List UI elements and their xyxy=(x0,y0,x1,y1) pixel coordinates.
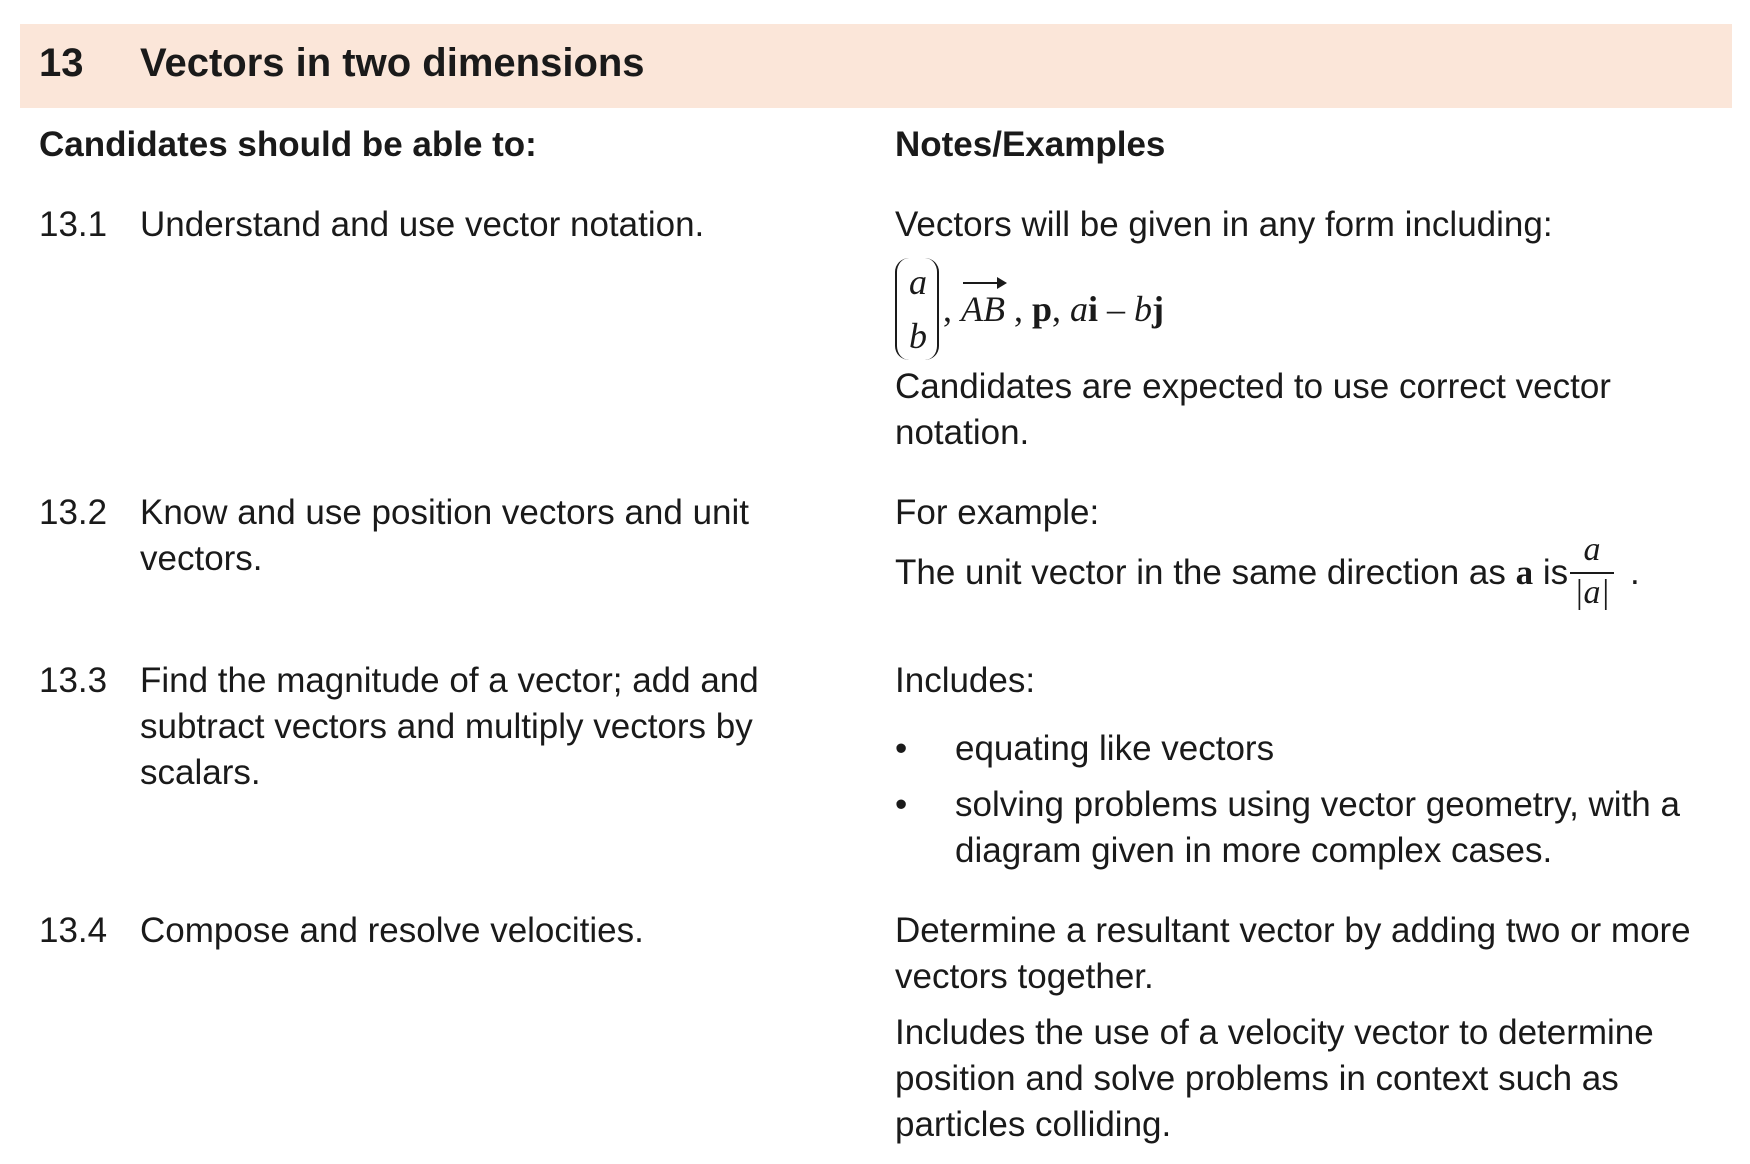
section-title: Vectors in two dimensions xyxy=(140,41,645,85)
bullet-item: solving problems using vector geometry, with a diagram given in more complex cases. xyxy=(955,785,1680,870)
separator: , xyxy=(943,289,961,329)
note-paragraph: Includes the use of a velocity vector to determine position and solve problems in context such as particles colliding. xyxy=(895,1013,1654,1144)
bold-i: i xyxy=(1088,289,1099,329)
bullet-icon: • xyxy=(895,729,908,768)
vector-ab-label: AB xyxy=(961,289,1005,329)
vector-forms-text xyxy=(943,286,1164,332)
right-column-heading: Notes/Examples xyxy=(895,125,1166,164)
sentence-prefix: The unit vector in the same direction as xyxy=(895,553,1516,592)
item-number: 13.3 xyxy=(39,661,108,700)
separator: , xyxy=(1004,289,1032,329)
item-number: 13.2 xyxy=(39,493,108,532)
note-intro: Vectors will be given in any form including: xyxy=(895,205,1553,244)
item-text: Compose and resolve velocities. xyxy=(140,911,644,950)
note-paragraph: Determine a resultant vector by adding two or more vectors together. xyxy=(895,911,1691,996)
item-text: Understand and use vector notation. xyxy=(140,205,705,244)
item-number: 13.1 xyxy=(39,205,108,244)
fraction-numerator: a xyxy=(1583,531,1601,568)
column-vector xyxy=(895,258,939,362)
sentence-period: . xyxy=(1630,553,1640,592)
fraction-denominator: |a| xyxy=(1574,574,1610,611)
item-text: Find the magnitude of a vector; add and subtract vectors and multiply vectors by scalars. xyxy=(140,661,759,792)
item-text: Know and use position vectors and unit vectors. xyxy=(140,493,749,578)
vector-notation-forms xyxy=(895,258,1395,362)
minus-sign: – xyxy=(1098,289,1135,329)
left-column-heading: Candidates should be able to: xyxy=(39,125,537,164)
italic-a: a xyxy=(1070,289,1089,329)
bold-j: j xyxy=(1152,289,1165,329)
column-vector-bottom: b xyxy=(909,316,927,356)
sentence-is: is xyxy=(1533,553,1569,592)
note-intro: Includes: xyxy=(895,661,1036,700)
arrow-head-icon xyxy=(997,277,1007,289)
section-number: 13 xyxy=(39,41,84,85)
note-paragraph: Candidates are expected to use correct vector notation. xyxy=(895,367,1611,452)
bold-a: a xyxy=(1515,553,1534,592)
note-intro: For example: xyxy=(895,493,1100,532)
item-number: 13.4 xyxy=(39,911,108,950)
separator: , xyxy=(1052,289,1071,329)
italic-b: b xyxy=(1134,289,1153,329)
unit-vector-fraction xyxy=(1568,532,1616,612)
column-vector-top: a xyxy=(909,262,927,302)
bullet-icon: • xyxy=(895,785,908,824)
bullet-item: equating like vectors xyxy=(955,729,1275,768)
bold-p: p xyxy=(1031,289,1053,329)
vector-ab-arrow xyxy=(961,286,1005,332)
